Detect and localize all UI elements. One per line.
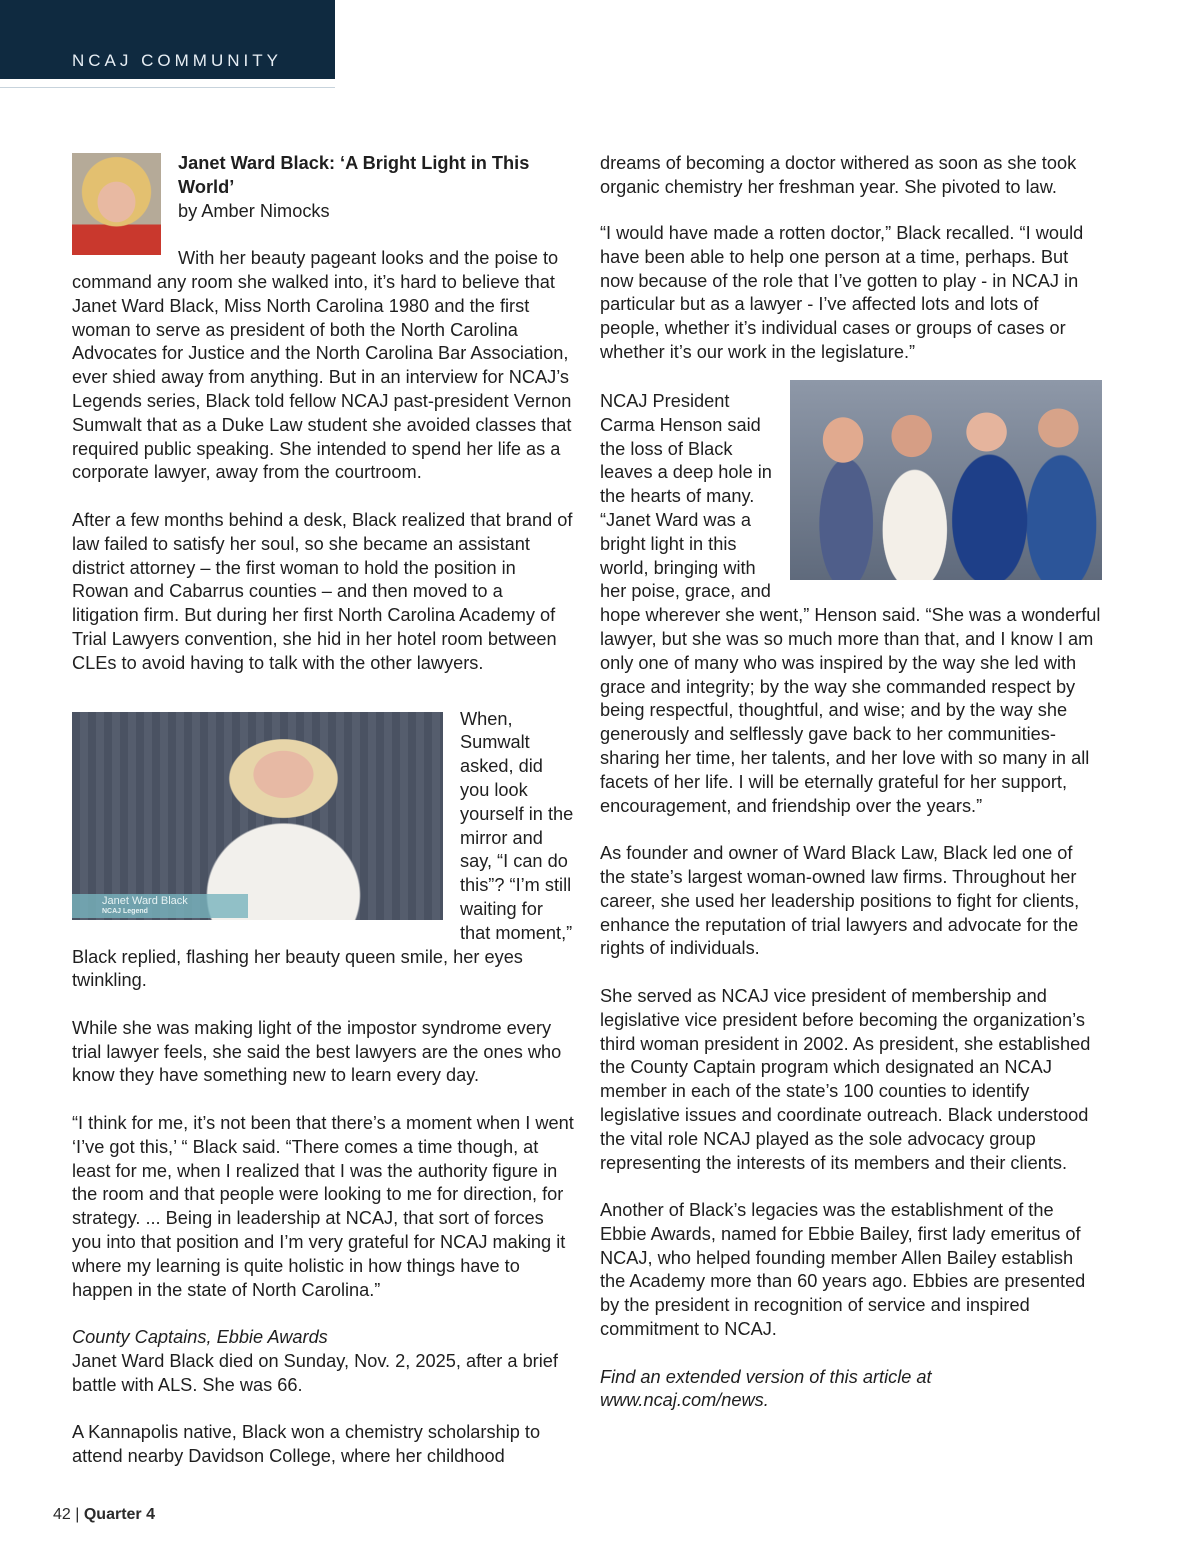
article-title: Janet Ward Black: ‘A Bright Light in This World’ xyxy=(178,153,530,197)
paragraph-6: Janet Ward Black died on Sunday, Nov. 2, 2025, after a brief battle with ALS. She was 66. xyxy=(72,1351,558,1395)
page-footer xyxy=(53,1506,155,1524)
paragraph-12: Another of Black’s legacies was the establishment of the Ebbie Awards, named for Ebbie Bailey, first lady emeritus of NCAJ, who helped founding member Allen Bailey establish the Academy more than 60 years ago. Ebbies are presented by the president in recognition of service and inspired commitment to NCAJ. xyxy=(600,1200,1086,1340)
paragraph-2: After a few months behind a desk, Black realized that brand of law failed to satisfy her soul, so she became an assistant district attorney – the first woman to hold the position in Rowan and Cabarrus counties – and then moved to a litigation firm. But during her first North Carolina Academy of Trial Lawyers convention, she hid in her hotel room between CLEs to avoid having to talk with the other lawyers. xyxy=(72,509,573,673)
paragraph-9: NCAJ President Carma Henson said the loss of Black leaves a deep hole in the hearts of many. “Janet Ward was a bright light in this world, bringing with her poise, grace, and hope wherever she went,” Henson said. “She was a wonderful lawyer, but she was so much more than that, and I know I am only one of many who was inspired by the way she led with grace and integrity; by the way she commanded respect by being respectful, thoughtful, and wise; and by the way she generously and selflessly gave back to her communities- sharing her time, her talents, and her love with so many in all facets of her life. I will be eternally grateful for her support, encouragement, and friendship over the years.” xyxy=(600,391,1101,816)
paragraph-11: She served as NCAJ vice president of membership and legislative vice president before becoming the organization’s third woman president in 2002. As president, she established the County Captain program which designated an NCAJ member in each of the state’s 100 counties to identify legislative issues and coordinate outreach. Black understood the vital role NCAJ played as the sole advocacy group representing the interests of its members and their clients. xyxy=(600,985,1091,1173)
section-title: NCAJ COMMUNITY xyxy=(72,51,282,70)
right-column-top xyxy=(600,222,1102,365)
right-column-continuation xyxy=(600,152,1102,200)
closing-note: Find an extended version of this article at www.ncaj.com/news. xyxy=(600,1366,932,1411)
footer-separator: | xyxy=(75,1506,80,1523)
paragraph-10: As founder and owner of Ward Black Law, Black led one of the state’s largest woman-owned law firms. Throughout her career, she used her leadership positions to fight for clients, enhance the reputation of trial lawyers and advocate for the rights of individuals. xyxy=(600,843,1080,959)
page-number: 42 xyxy=(53,1506,71,1523)
paragraph-7-continued: dreams of becoming a doctor withered as soon as she took organic chemistry her freshman year. She pivoted to law. xyxy=(600,153,1077,197)
header-rule xyxy=(0,87,335,88)
headshot-photo xyxy=(72,153,161,255)
paragraph-7: A Kannapolis native, Black won a chemistry scholarship to attend nearby Davidson College, where her childhood xyxy=(72,1422,541,1467)
video-caption xyxy=(72,894,248,918)
paragraph-8: “I would have made a rotten doctor,” Black recalled. “I would have been able to help one person at a time, perhaps. But now because of the role that I’ve gotten to play - in NCAJ in particular but as a lawyer - I’ve affected lots and lots of people, whether it’s individual cases or groups of cases or whether it’s our work in the legislature.” xyxy=(600,223,1084,362)
paragraph-1: With her beauty pageant looks and the poise to command any room she walked into, it’s hard to believe that Janet Ward Black, Miss North Carolina 1980 and the first woman to serve as president of both the North Carolina Advocates for Justice and the North Carolina Bar Association, ever shied away from anything. But in an interview for NCAJ’s Legends series, Black told fellow NCAJ past-president Vernon Sumwalt that as a Duke Law student she avoided classes that required public speaking. She intended to spend her life as a corporate lawyer, away from the courtroom. xyxy=(72,248,572,483)
right-column-text xyxy=(600,390,1102,1413)
paragraph-4: While she was making light of the impostor syndrome every trial lawyer feels, she said the best lawyers are the ones who know they have something new to learn every day. xyxy=(72,1017,562,1086)
paragraph-5: “I think for me, it’s not been that there’s a moment when I went ‘I’ve got this,’ “ Black said. “There comes a time though, at least for me, when I realized that I was the authority figure in the room and that people were looking to me for direction, for strategy. ... Being in leadership at NCAJ, that sort of forces you into that position and I’m very grateful for NCAJ making it where my learning is quite holistic in how things have to happen in the state of North Carolina.” xyxy=(72,1113,574,1300)
subhead: County Captains, Ebbie Awards xyxy=(72,1327,328,1348)
article-byline: by Amber Nimocks xyxy=(178,200,330,221)
issue-label: Quarter 4 xyxy=(83,1506,155,1523)
video-caption-name: Janet Ward Black xyxy=(102,894,188,907)
paragraph-3: When, Sumwalt asked, did you look yourself in the mirror and say, “I can do this”? “I’m still waiting for that moment,” Black replied, flashing her beauty queen smile, her eyes twinkling. xyxy=(72,708,574,991)
group-photo xyxy=(790,380,1102,580)
left-column xyxy=(72,152,574,1469)
interview-photo xyxy=(72,712,443,920)
video-caption-sub: NCAJ Legend xyxy=(102,907,148,915)
right-column xyxy=(600,0,1102,152)
